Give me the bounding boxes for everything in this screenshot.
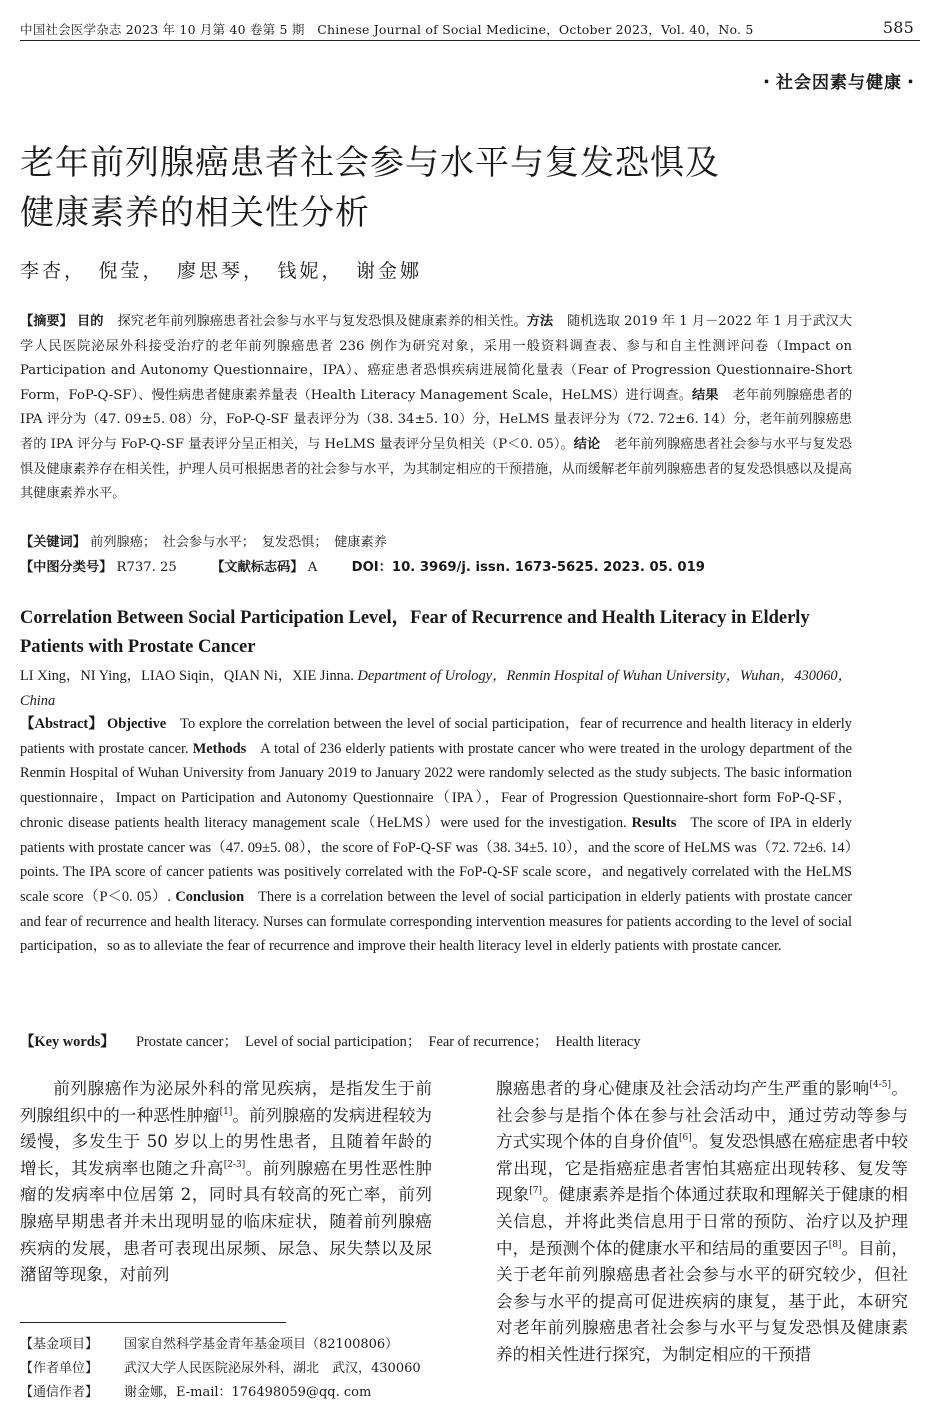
conclusion-text: 老年前列腺癌患者社会参与水平与复发恐惧及健康素养存在相关性，护理人员可根据患者的社会参与水平，为其制定相应的干预措施，从而缓解老年前列腺癌患者的复发恐惧感以及提高其健康素养水平。 — [20, 436, 853, 502]
methods-en-label: Methods — [192, 740, 247, 757]
citation-ref[interactable]: [2-3] — [223, 1159, 246, 1170]
classification-line — [20, 556, 852, 581]
body-text: 。前列腺癌在男性恶性肿瘤的发病率中位居第 2，同时具有较高的死亡率，前列腺癌早期患者并未出现明显的临床症状，随着前列腺癌疾病的发展，患者可表现出尿频、尿急、尿失禁以及尿潴留等现象，对前列 — [20, 1158, 433, 1285]
doc-code-value: A — [307, 560, 318, 575]
page-number: 585 — [882, 18, 914, 37]
methods-label: 方法 — [526, 314, 554, 329]
citation-ref[interactable]: [1] — [219, 1106, 233, 1117]
body-column-left — [20, 1076, 432, 1289]
footnote-text: 国家自然科学基金青年基金项目（82100806） — [124, 1337, 399, 1352]
footnote-funding — [20, 1333, 421, 1357]
doi-link[interactable]: DOI：10. 3969/j. issn. 1673-5625. 2023. 05. 019 — [351, 560, 705, 575]
title-english: Correlation Between Social Participation Level，Fear of Recurrence and Health Literacy in Elderly Patients with Prostate Cancer — [20, 608, 810, 657]
objective-text: 探究老年前列腺癌患者社会参与水平与复发恐惧及健康素养的相关性。 — [117, 314, 527, 329]
conclusion-en-text: There is a correlation between the level of social participation in elderly patients with prostate cancer and fear of recurrence and health literacy. Nurses can formulate corresponding intervention measures for patients according to the level of social participation，so as to alleviate the fear of recurrence and improve their health literacy level in elderly patients with prostate cancer. — [20, 888, 852, 955]
results-label: 结果 — [691, 387, 719, 403]
body-column-right — [496, 1076, 908, 1369]
citation-ref[interactable]: [4-5] — [869, 1080, 892, 1090]
footnote-text: 武汉大学人民医院泌尿外科，湖北 武汉，430060 — [124, 1361, 421, 1376]
authors-chinese: 李杏， 倪莹， 廖思琴， 钱妮， 谢金娜 — [20, 260, 423, 282]
title-chinese-line-2: 健康素养的相关性分析 — [20, 193, 370, 233]
running-head — [20, 18, 920, 41]
results-en-label: Results — [631, 814, 677, 831]
objective-en-text: To explore the correlation between the level of social participation，fear of recurrence and health literacy in elderly patients with prostate cancer. — [20, 716, 852, 757]
body-text: 。社会参与是指个体在参与社会活动中，通过劳动等参与方式实现个体的自身价值 — [496, 1079, 909, 1152]
body-text: 前列腺癌作为泌尿外科的常见疾病，是指发生于前列腺组织中的一种恶性肿瘤 — [20, 1079, 432, 1125]
keywords-en-list: Prostate cancer； Level of social participation； Fear of recurrence； Health literacy — [135, 1034, 641, 1050]
citation-ref[interactable]: [7] — [529, 1186, 543, 1197]
body-text: 。前列腺癌的发病进程较为缓慢，多发生于 50 岁以上的男性患者，且随着年龄的增长，其发病率也随之升高 — [20, 1105, 432, 1178]
results-text: 老年前列腺癌患者的 IPA 评分为（47. 09±5. 08）分，FoP-Q-SF 量表评分为（38. 34±5. 10）分，HeLMS 量表评分为（72. 72±6. 14）分，老年前列腺癌患者的 IPA 评分与 FoP-Q-SF 量表评分呈正相关，与 HeLMS 量表评分呈负相关（P＜0. 05）。 — [20, 387, 853, 452]
footnote-label: 【通信作者】 — [20, 1385, 99, 1400]
abstract-label: 【摘要】 — [20, 314, 73, 329]
body-text: 腺癌患者的身心健康及社会活动均产生严重的影响 — [496, 1079, 870, 1098]
keywords-list: 前列腺癌； 社会参与水平； 复发恐惧； 健康素养 — [90, 535, 387, 550]
footnote-affiliation — [20, 1357, 421, 1381]
intro-paragraph — [20, 1076, 432, 1289]
results-en-text: The score of IPA in elderly patients with prostate cancer was（47. 09±5. 08），the score of FoP-Q-SF was（38. 34±5. 10），and the score of HeLMS was（72. 72±6. 14）points. The IPA score of cancer patients was positively correlated with the FoP-Q-SF scale score，and negatively correlated with the HeLMS scale score（P＜0. 05）. — [20, 814, 852, 905]
abstract-chinese — [20, 310, 852, 507]
authors-english — [20, 664, 852, 713]
methods-en-text: A total of 236 elderly patients with prostate cancer who were treated in the urology department of the Renmin Hospital of Wuhan University from January 2019 to January 2022 were randomly selected as the study subjects. The basic information questionnaire，Impact on Participation and Autonomy Questionnaire（IPA），Fear of Progression Questionnaire-short form FoP-Q-SF，chronic disease patients health literacy management scale（HeLMS）were used for the investigation. — [20, 740, 853, 831]
citation-ref[interactable]: [8] — [828, 1239, 842, 1250]
footnote-email[interactable]: 谢金娜，E-mail：176498059@qq. com — [124, 1385, 372, 1400]
footnote-label: 【作者单位】 — [20, 1361, 99, 1376]
body-text: 。目前，关于老年前列腺癌患者社会参与水平的研究较少，但社会参与水平的提高可促进疾病的康复，基于此，本研究对老年前列腺癌患者社会参与水平与复发恐惧及健康素养的相关性进行探究，为制定相应的干预措 — [496, 1238, 909, 1364]
body-text: 。健康素养是指个体通过获取和理解关于健康的相关信息，并将此类信息用于日常的预防、治疗以及护理中，是预测个体的健康水平和结局的重要因子 — [496, 1185, 909, 1258]
objective-en-label: Objective — [107, 716, 167, 732]
citation-ref[interactable]: [6] — [679, 1133, 692, 1144]
footnote-divider — [20, 1322, 286, 1323]
column-label: ・社会因素与健康・ — [758, 73, 920, 93]
body-text: 。复发恐惧感在癌症患者中较常出现，它是指癌症患者害怕其癌症出现转移、复发等现象 — [496, 1132, 909, 1205]
abstract-english — [20, 712, 852, 959]
title-chinese-line-1: 老年前列腺癌患者社会参与水平与复发恐惧及 — [20, 143, 720, 183]
classification-value: R737. 25 — [116, 560, 177, 575]
journal-citation: 中国社会医学杂志 2023 年 10 月第 40 卷第 5 期 Chinese Journal of Social Medicine，October 2023，Vol. 40，No. 5 — [20, 22, 754, 37]
keywords-label: 【关键词】 — [20, 535, 86, 550]
classification-label: 【中图分类号】 — [20, 560, 113, 575]
methods-text: 随机选取 2019 年 1 月－2022 年 1 月于武汉大学人民医院泌尿外科接受治疗的老年前列腺癌患者 236 例作为研究对象，采用一般资料调查表、参与和自主性测评问卷（Impact on Participation and Autonomy Questionnaire，IPA）、癌症患者恐惧疾病进展简化量表（Fear of Progression Questionnaire-Short Form，FoP-Q-SF）、慢性病患者健康素养量表（Health Literacy Management Scale，HeLMS）进行调查。 — [20, 314, 853, 403]
title-chinese — [20, 138, 900, 238]
doc-code-label: 【文献标志码】 — [211, 560, 304, 575]
authors-english-names: LI Xing，NI Ying，LIAO Siqin，QIAN Ni，XIE Jinna. — [20, 668, 354, 684]
intro-paragraph-continued — [496, 1076, 908, 1369]
conclusion-label: 结论 — [573, 436, 601, 452]
footnotes — [20, 1333, 421, 1405]
footnote-corresponding-author — [20, 1381, 421, 1405]
footnote-label: 【基金项目】 — [20, 1337, 99, 1352]
abstract-en-label: 【Abstract】 — [20, 716, 104, 732]
authors-english-affiliation: Department of Urology，Renmin Hospital of Wuhan University，Wuhan，430060，China — [20, 668, 852, 709]
keywords-english — [20, 1030, 852, 1055]
conclusion-en-label: Conclusion — [175, 888, 245, 905]
keywords-chinese — [20, 531, 852, 556]
objective-label: 目的 — [77, 314, 104, 329]
keywords-en-label: 【Key words】 — [20, 1034, 115, 1050]
